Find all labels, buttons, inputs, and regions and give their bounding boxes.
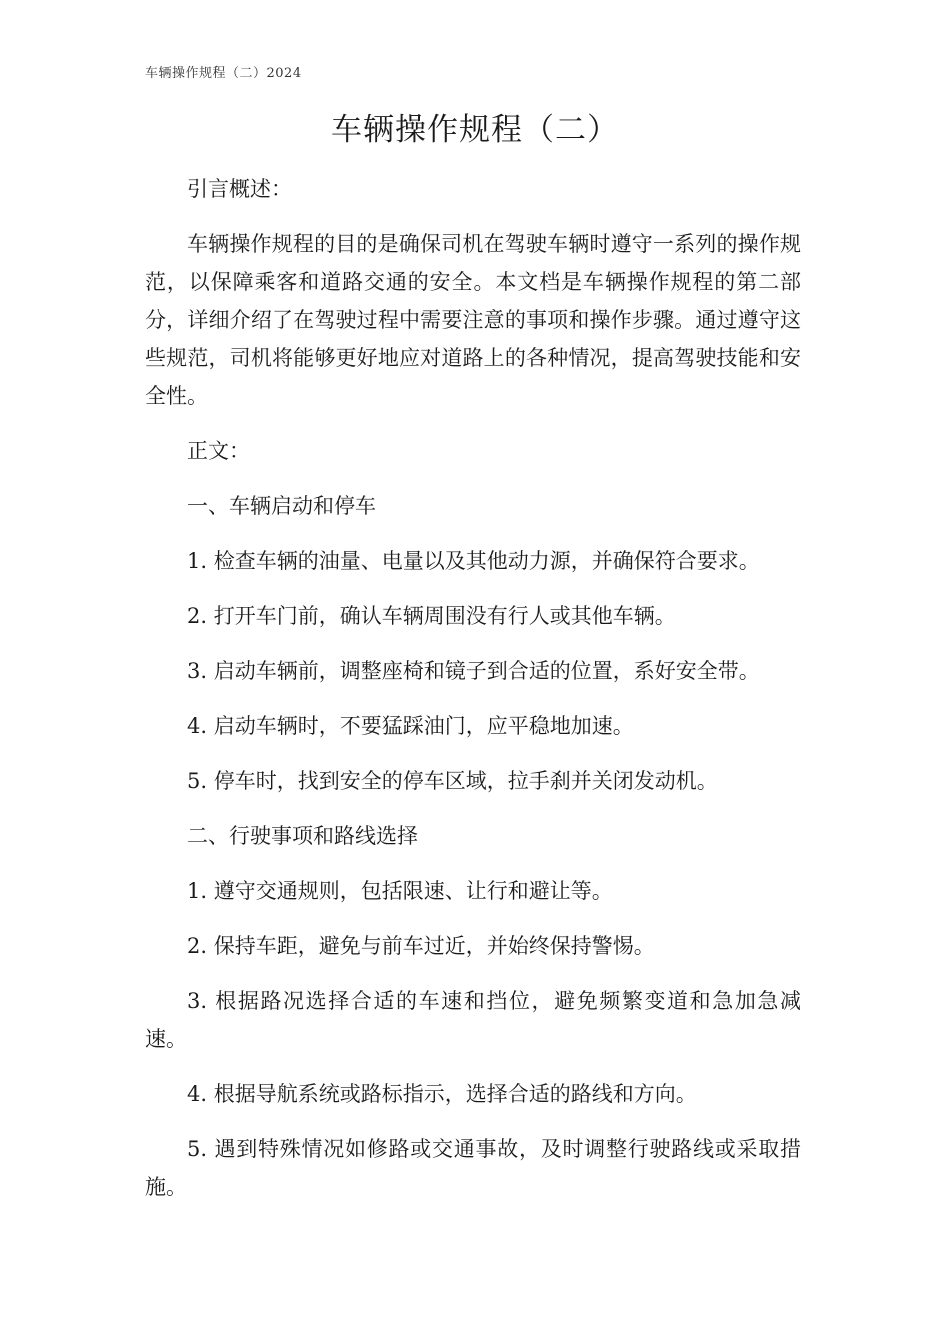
- list-item: 5. 遇到特殊情况如修路或交通事故，及时调整行驶路线或采取措施。: [145, 1137, 801, 1199]
- document-title: 车辆操作规程（二）: [331, 112, 619, 148]
- list-item: 1. 检查车辆的油量、电量以及其他动力源，并确保符合要求。: [187, 549, 760, 573]
- running-header: 车辆操作规程（二）2024: [145, 66, 302, 81]
- list-item: 2. 打开车门前，确认车辆周围没有行人或其他车辆。: [187, 604, 676, 628]
- list-item: 5. 停车时，找到安全的停车区域，拉手刹并关闭发动机。: [187, 769, 718, 793]
- body-label: 正文：: [187, 439, 250, 463]
- list-item: 4. 启动车辆时，不要猛踩油门，应平稳地加速。: [187, 714, 634, 738]
- list-item: 1. 遵守交通规则，包括限速、让行和避让等。: [187, 879, 613, 903]
- section-heading: 二、行驶事项和路线选择: [187, 824, 418, 848]
- section-heading: 一、车辆启动和停车: [187, 494, 376, 518]
- list-item: 2. 保持车距，避免与前车过近，并始终保持警惕。: [187, 934, 655, 958]
- list-item: 3. 启动车辆前，调整座椅和镜子到合适的位置，系好安全带。: [187, 659, 760, 683]
- list-item: 4. 根据导航系统或路标指示，选择合适的路线和方向。: [187, 1082, 697, 1106]
- intro-label: 引言概述：: [187, 177, 292, 201]
- document-body: [145, 170, 801, 1206]
- intro-paragraph: 车辆操作规程的目的是确保司机在驾驶车辆时遵守一系列的操作规范，以保障乘客和道路交通的安全。本文档是车辆操作规程的第二部分，详细介绍了在驾驶过程中需要注意的事项和操作步骤。通过遵守这些规范，司机将能够更好地应对道路上的各种情况，提高驾驶技能和安全性。: [145, 232, 801, 408]
- list-item: 3. 根据路况选择合适的车速和挡位，避免频繁变道和急加急减速。: [145, 989, 801, 1051]
